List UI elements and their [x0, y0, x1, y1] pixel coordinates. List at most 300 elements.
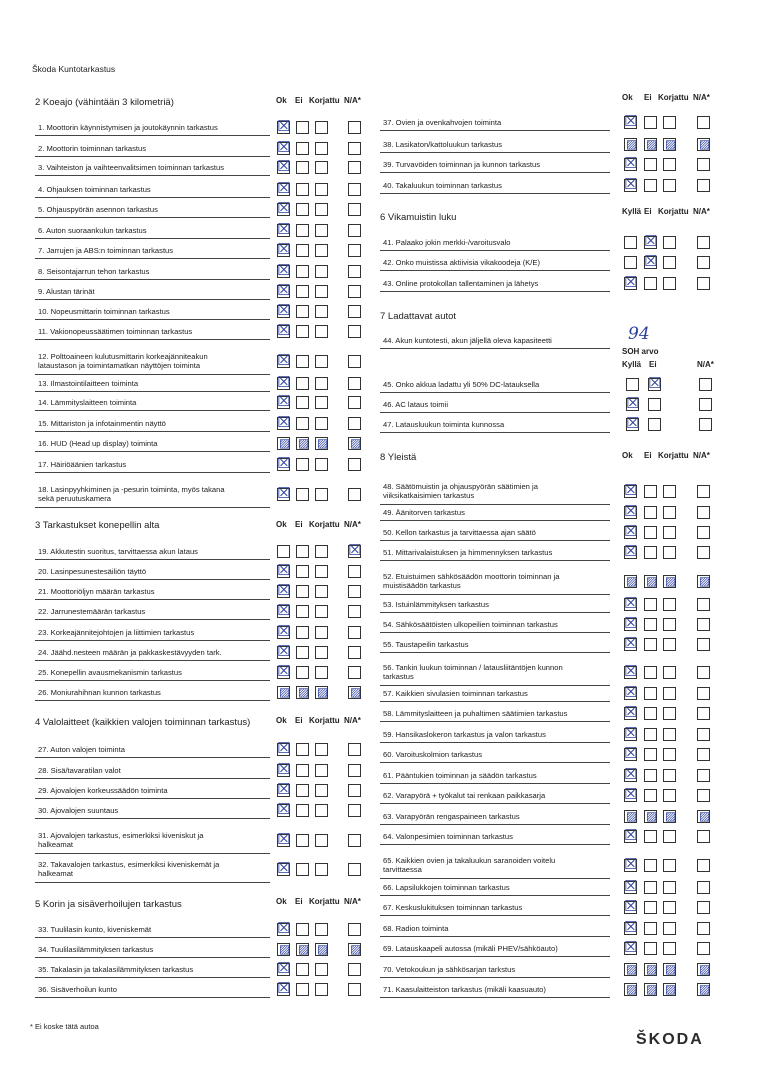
checkbox[interactable]: [277, 117, 291, 135]
checkbox[interactable]: [644, 830, 657, 843]
item-label: [383, 140, 502, 149]
checkbox[interactable]: [348, 305, 361, 318]
checkbox[interactable]: [277, 261, 291, 279]
checkbox[interactable]: [296, 626, 309, 639]
item-text: Seisontajarrun tehon tarkastus: [46, 267, 150, 276]
checkbox[interactable]: [315, 488, 328, 501]
checkbox[interactable]: [348, 285, 361, 298]
checkbox[interactable]: [296, 161, 309, 174]
checkbox[interactable]: [277, 943, 290, 956]
checkbox[interactable]: [315, 565, 328, 578]
checkbox[interactable]: [663, 748, 676, 761]
checkbox[interactable]: [697, 277, 710, 290]
checkbox[interactable]: [296, 305, 309, 318]
checkbox[interactable]: [296, 355, 309, 368]
item-text: Onko muistissa aktiivisia vikakoodeja (K/E): [395, 258, 541, 267]
checkbox[interactable]: [277, 301, 291, 319]
checkbox[interactable]: [296, 121, 309, 134]
checkbox[interactable]: [296, 666, 309, 679]
item-label: [38, 607, 145, 616]
checkbox[interactable]: [644, 485, 657, 498]
checkbox[interactable]: [348, 377, 361, 390]
checkbox[interactable]: [315, 377, 328, 390]
checkbox[interactable]: [296, 784, 309, 797]
checkbox[interactable]: [626, 394, 640, 412]
checkbox[interactable]: [348, 983, 361, 996]
checkbox[interactable]: [315, 686, 328, 699]
checkbox[interactable]: [296, 686, 309, 699]
checkbox[interactable]: [663, 158, 676, 171]
checkbox[interactable]: [277, 662, 291, 680]
checkbox[interactable]: [277, 686, 290, 699]
checkbox[interactable]: [296, 545, 309, 558]
checkbox[interactable]: [624, 236, 637, 249]
checkbox[interactable]: [277, 622, 291, 640]
item-underline: [380, 270, 610, 271]
checkbox[interactable]: [648, 398, 661, 411]
checkbox[interactable]: [315, 183, 328, 196]
checkbox[interactable]: [348, 355, 361, 368]
checkbox[interactable]: [315, 305, 328, 318]
checkbox[interactable]: [348, 142, 361, 155]
checkbox[interactable]: [697, 881, 710, 894]
checkbox[interactable]: [348, 646, 361, 659]
checkbox[interactable]: [296, 396, 309, 409]
checkbox[interactable]: [277, 545, 290, 558]
checkbox[interactable]: [624, 744, 638, 762]
checkbox[interactable]: [348, 963, 361, 976]
checkbox[interactable]: [697, 506, 710, 519]
checkbox[interactable]: [699, 418, 712, 431]
checkbox[interactable]: [644, 138, 657, 151]
checkbox[interactable]: [697, 963, 710, 976]
checkbox[interactable]: [277, 413, 291, 431]
checkbox[interactable]: [644, 546, 657, 559]
checkbox[interactable]: [296, 983, 309, 996]
checkbox[interactable]: [663, 983, 676, 996]
checkbox[interactable]: [277, 760, 291, 778]
checkbox[interactable]: [348, 265, 361, 278]
checkbox[interactable]: [697, 116, 710, 129]
checkbox[interactable]: [624, 502, 638, 520]
checkbox[interactable]: [315, 121, 328, 134]
checkbox[interactable]: [624, 542, 638, 560]
item-underline: [35, 258, 270, 259]
checkbox[interactable]: [315, 265, 328, 278]
checkbox[interactable]: [315, 784, 328, 797]
checkbox[interactable]: [624, 273, 638, 291]
checkbox[interactable]: [624, 522, 638, 540]
checkbox[interactable]: [697, 810, 710, 823]
checkbox[interactable]: [663, 687, 676, 700]
checkbox[interactable]: [644, 598, 657, 611]
checkbox[interactable]: [663, 506, 676, 519]
checkbox[interactable]: [348, 244, 361, 257]
checkbox[interactable]: [663, 830, 676, 843]
checkbox[interactable]: [624, 112, 638, 130]
checkbox[interactable]: [663, 769, 676, 782]
checkbox[interactable]: [663, 138, 676, 151]
checkbox[interactable]: [663, 546, 676, 559]
checkbox[interactable]: [624, 703, 638, 721]
checkbox[interactable]: [277, 581, 291, 599]
checkbox[interactable]: [315, 203, 328, 216]
checkbox[interactable]: [277, 919, 291, 937]
item-underline: [380, 915, 610, 916]
checkbox[interactable]: [644, 277, 657, 290]
checkbox[interactable]: [663, 707, 676, 720]
checkbox[interactable]: [697, 618, 710, 631]
checkbox[interactable]: [348, 161, 361, 174]
checkbox[interactable]: [315, 943, 328, 956]
checkbox[interactable]: [348, 923, 361, 936]
checkbox[interactable]: [296, 834, 309, 847]
checkbox[interactable]: [644, 575, 657, 588]
checkbox[interactable]: [644, 789, 657, 802]
checkbox[interactable]: [296, 285, 309, 298]
checkbox[interactable]: [624, 575, 637, 588]
checkbox[interactable]: [626, 414, 640, 432]
checkbox[interactable]: [296, 963, 309, 976]
checkbox[interactable]: [296, 764, 309, 777]
checkbox[interactable]: [697, 179, 710, 192]
checkbox[interactable]: [277, 392, 291, 410]
checkbox[interactable]: [624, 785, 638, 803]
checkbox[interactable]: [697, 901, 710, 914]
checkbox[interactable]: [624, 256, 637, 269]
checkbox[interactable]: [315, 224, 328, 237]
checkbox[interactable]: [644, 116, 657, 129]
checkbox[interactable]: [315, 804, 328, 817]
item-label: [38, 485, 225, 503]
checkbox[interactable]: [644, 728, 657, 741]
checkbox[interactable]: [697, 859, 710, 872]
checkbox[interactable]: [663, 789, 676, 802]
checkbox[interactable]: [315, 605, 328, 618]
checkbox[interactable]: [663, 598, 676, 611]
checkbox[interactable]: [663, 810, 676, 823]
checkbox[interactable]: [296, 743, 309, 756]
checkbox[interactable]: [315, 285, 328, 298]
checkbox[interactable]: [663, 728, 676, 741]
checkbox[interactable]: [663, 922, 676, 935]
checkbox[interactable]: [663, 901, 676, 914]
checkbox[interactable]: [624, 963, 637, 976]
checkbox[interactable]: [296, 585, 309, 598]
checkbox[interactable]: [296, 863, 309, 876]
checkbox[interactable]: [348, 565, 361, 578]
checkbox[interactable]: [277, 859, 291, 877]
checkbox[interactable]: [348, 686, 361, 699]
item-label: [38, 567, 146, 576]
checkbox[interactable]: [644, 666, 657, 679]
checkbox[interactable]: [296, 224, 309, 237]
checkbox[interactable]: [644, 506, 657, 519]
checkbox[interactable]: [697, 158, 710, 171]
checkbox[interactable]: [644, 963, 657, 976]
checkbox[interactable]: [277, 484, 291, 502]
checkbox[interactable]: [699, 398, 712, 411]
checkbox[interactable]: [315, 437, 328, 450]
checkbox[interactable]: [277, 138, 291, 156]
checkbox[interactable]: [644, 859, 657, 872]
checkbox[interactable]: [644, 618, 657, 631]
checkbox[interactable]: [663, 575, 676, 588]
item-text: Kaikkien ovien ja takaluukun saranoiden voitelu tarvittaessa: [383, 856, 556, 874]
checkbox[interactable]: [348, 541, 362, 559]
checkbox[interactable]: [663, 256, 676, 269]
checkbox[interactable]: [663, 963, 676, 976]
checkbox[interactable]: [348, 224, 361, 237]
item-number: 21.: [38, 587, 51, 596]
checkbox[interactable]: [296, 804, 309, 817]
checkbox[interactable]: [296, 377, 309, 390]
checkbox[interactable]: [663, 881, 676, 894]
checkbox[interactable]: [277, 437, 290, 450]
checkbox[interactable]: [644, 769, 657, 782]
checkbox[interactable]: [277, 240, 291, 258]
checkbox[interactable]: [624, 938, 638, 956]
checkbox[interactable]: [624, 765, 638, 783]
checkbox[interactable]: [624, 662, 638, 680]
checkbox[interactable]: [644, 638, 657, 651]
checkbox[interactable]: [277, 561, 291, 579]
checkbox[interactable]: [296, 417, 309, 430]
item-number: 53.: [383, 600, 396, 609]
checkbox[interactable]: [348, 834, 361, 847]
checkbox[interactable]: [624, 983, 637, 996]
checkbox[interactable]: [277, 220, 291, 238]
checkbox[interactable]: [348, 183, 361, 196]
checkbox[interactable]: [644, 232, 658, 250]
checkbox[interactable]: [624, 614, 638, 632]
checkbox[interactable]: [348, 437, 361, 450]
item-number: 63.: [383, 812, 396, 821]
checkbox[interactable]: [315, 161, 328, 174]
checkbox[interactable]: [348, 764, 361, 777]
checkbox[interactable]: [296, 244, 309, 257]
checkbox[interactable]: [624, 897, 638, 915]
checkbox[interactable]: [348, 458, 361, 471]
checkbox[interactable]: [315, 743, 328, 756]
checkbox[interactable]: [663, 942, 676, 955]
checkbox[interactable]: [663, 116, 676, 129]
item-underline: [35, 507, 270, 508]
checkbox[interactable]: [663, 236, 676, 249]
checkbox[interactable]: [644, 158, 657, 171]
checkbox[interactable]: [644, 526, 657, 539]
checkbox[interactable]: [348, 943, 361, 956]
checkbox[interactable]: [296, 646, 309, 659]
checkbox[interactable]: [296, 437, 309, 450]
checkbox[interactable]: [348, 585, 361, 598]
checkbox[interactable]: [277, 157, 291, 175]
item-underline: [380, 977, 610, 978]
checkbox[interactable]: [644, 810, 657, 823]
checkbox[interactable]: [624, 877, 638, 895]
checkbox[interactable]: [296, 265, 309, 278]
checkbox[interactable]: [644, 922, 657, 935]
checkbox[interactable]: [624, 683, 638, 701]
checkbox[interactable]: [697, 922, 710, 935]
checkbox[interactable]: [624, 138, 637, 151]
checkbox[interactable]: [315, 545, 328, 558]
item-text: Tankin luukun toiminnan / latausliitäntöjen kunnon tarkastus: [383, 663, 563, 681]
checkbox[interactable]: [644, 179, 657, 192]
checkbox[interactable]: [644, 983, 657, 996]
checkbox[interactable]: [697, 687, 710, 700]
checkbox[interactable]: [296, 605, 309, 618]
item-text: Varoituskolmion tarkastus: [395, 750, 483, 759]
checkbox[interactable]: [348, 784, 361, 797]
checkbox[interactable]: [697, 575, 710, 588]
checkbox[interactable]: [697, 638, 710, 651]
checkbox[interactable]: [348, 396, 361, 409]
checkbox[interactable]: [697, 666, 710, 679]
checkbox[interactable]: [697, 748, 710, 761]
item-label: [383, 181, 502, 190]
checkbox[interactable]: [648, 418, 661, 431]
checkbox[interactable]: [315, 325, 328, 338]
checkbox[interactable]: [315, 417, 328, 430]
checkbox[interactable]: [315, 863, 328, 876]
checkbox[interactable]: [624, 154, 638, 172]
checkbox[interactable]: [277, 642, 291, 660]
checkbox[interactable]: [315, 142, 328, 155]
checkbox[interactable]: [277, 454, 291, 472]
checkbox[interactable]: [697, 789, 710, 802]
checkbox[interactable]: [644, 881, 657, 894]
checkbox[interactable]: [644, 748, 657, 761]
checkbox[interactable]: [624, 481, 638, 499]
checkbox[interactable]: [697, 138, 710, 151]
checkbox[interactable]: [644, 901, 657, 914]
checkbox[interactable]: [277, 351, 291, 369]
checkbox[interactable]: [697, 707, 710, 720]
checkbox[interactable]: [277, 199, 291, 217]
checkbox[interactable]: [697, 983, 710, 996]
checkbox[interactable]: [296, 203, 309, 216]
checkbox[interactable]: [697, 526, 710, 539]
checkbox[interactable]: [315, 585, 328, 598]
checkbox[interactable]: [315, 458, 328, 471]
checkbox[interactable]: [348, 666, 361, 679]
checkbox[interactable]: [277, 321, 291, 339]
checkbox[interactable]: [644, 942, 657, 955]
checkbox[interactable]: [663, 277, 676, 290]
checkbox[interactable]: [697, 256, 710, 269]
checkbox[interactable]: [348, 863, 361, 876]
checkbox[interactable]: [624, 634, 638, 652]
checkmark-icon: ☒: [624, 481, 638, 499]
checkbox[interactable]: [296, 943, 309, 956]
checkbox[interactable]: [348, 488, 361, 501]
checkbox[interactable]: [624, 175, 638, 193]
checkbox[interactable]: [624, 810, 637, 823]
checkbox[interactable]: [348, 804, 361, 817]
checkbox[interactable]: [315, 626, 328, 639]
checkbox[interactable]: [663, 638, 676, 651]
checkbox[interactable]: [624, 594, 638, 612]
checkbox[interactable]: [296, 325, 309, 338]
checkbox[interactable]: [697, 830, 710, 843]
checkbox[interactable]: [626, 378, 639, 391]
checkbox[interactable]: [624, 855, 638, 873]
checkbox[interactable]: [644, 687, 657, 700]
checkbox[interactable]: [624, 724, 638, 742]
checkbox[interactable]: [296, 923, 309, 936]
checkbox[interactable]: [663, 859, 676, 872]
checkbox[interactable]: [697, 598, 710, 611]
item-text: Varapyörä + työkalut tai renkaan paikkasarja: [395, 791, 546, 800]
checkbox[interactable]: [348, 121, 361, 134]
checkbox[interactable]: [697, 769, 710, 782]
checkbox[interactable]: [277, 601, 291, 619]
checkbox[interactable]: [663, 179, 676, 192]
checkbox[interactable]: [697, 546, 710, 559]
column-header: N/A*: [344, 520, 361, 529]
checkbox[interactable]: [315, 923, 328, 936]
checkbox[interactable]: [697, 485, 710, 498]
checkbox[interactable]: [277, 780, 291, 798]
checkbox[interactable]: [348, 417, 361, 430]
checkbox[interactable]: [699, 378, 712, 391]
checkbox[interactable]: [348, 626, 361, 639]
checkbox[interactable]: [663, 485, 676, 498]
checkbox[interactable]: [296, 183, 309, 196]
checkbox[interactable]: [277, 979, 291, 997]
checkbox[interactable]: [697, 728, 710, 741]
checkbox[interactable]: [315, 963, 328, 976]
checkbox[interactable]: [277, 281, 291, 299]
checkbox[interactable]: [644, 707, 657, 720]
checkbox[interactable]: [348, 203, 361, 216]
checkbox[interactable]: [277, 739, 291, 757]
checkbox[interactable]: [644, 252, 658, 270]
checkbox[interactable]: [277, 959, 291, 977]
checkbox[interactable]: [277, 800, 291, 818]
checkbox[interactable]: [663, 618, 676, 631]
column-header: Ei: [644, 451, 652, 460]
checkbox[interactable]: [296, 488, 309, 501]
checkbox[interactable]: [315, 834, 328, 847]
checkbox[interactable]: [315, 244, 328, 257]
checkbox[interactable]: [663, 526, 676, 539]
checkbox[interactable]: [296, 458, 309, 471]
checkbox[interactable]: [296, 565, 309, 578]
checkbox[interactable]: [277, 179, 291, 197]
checkbox[interactable]: [315, 764, 328, 777]
checkbox[interactable]: [348, 605, 361, 618]
checkbox[interactable]: [315, 396, 328, 409]
checkbox[interactable]: [315, 355, 328, 368]
checkbox[interactable]: [348, 743, 361, 756]
checkbox[interactable]: [663, 666, 676, 679]
checkbox[interactable]: [348, 325, 361, 338]
checkbox[interactable]: [315, 646, 328, 659]
checkbox[interactable]: [624, 918, 638, 936]
checkbox[interactable]: [277, 373, 291, 391]
checkbox[interactable]: [296, 142, 309, 155]
checkbox[interactable]: [624, 826, 638, 844]
checkbox[interactable]: [315, 983, 328, 996]
checkbox[interactable]: [697, 236, 710, 249]
checkbox[interactable]: [697, 942, 710, 955]
checkbox[interactable]: [277, 830, 291, 848]
checkbox[interactable]: [315, 666, 328, 679]
checkbox[interactable]: [648, 374, 662, 392]
item-number: 36.: [38, 985, 51, 994]
